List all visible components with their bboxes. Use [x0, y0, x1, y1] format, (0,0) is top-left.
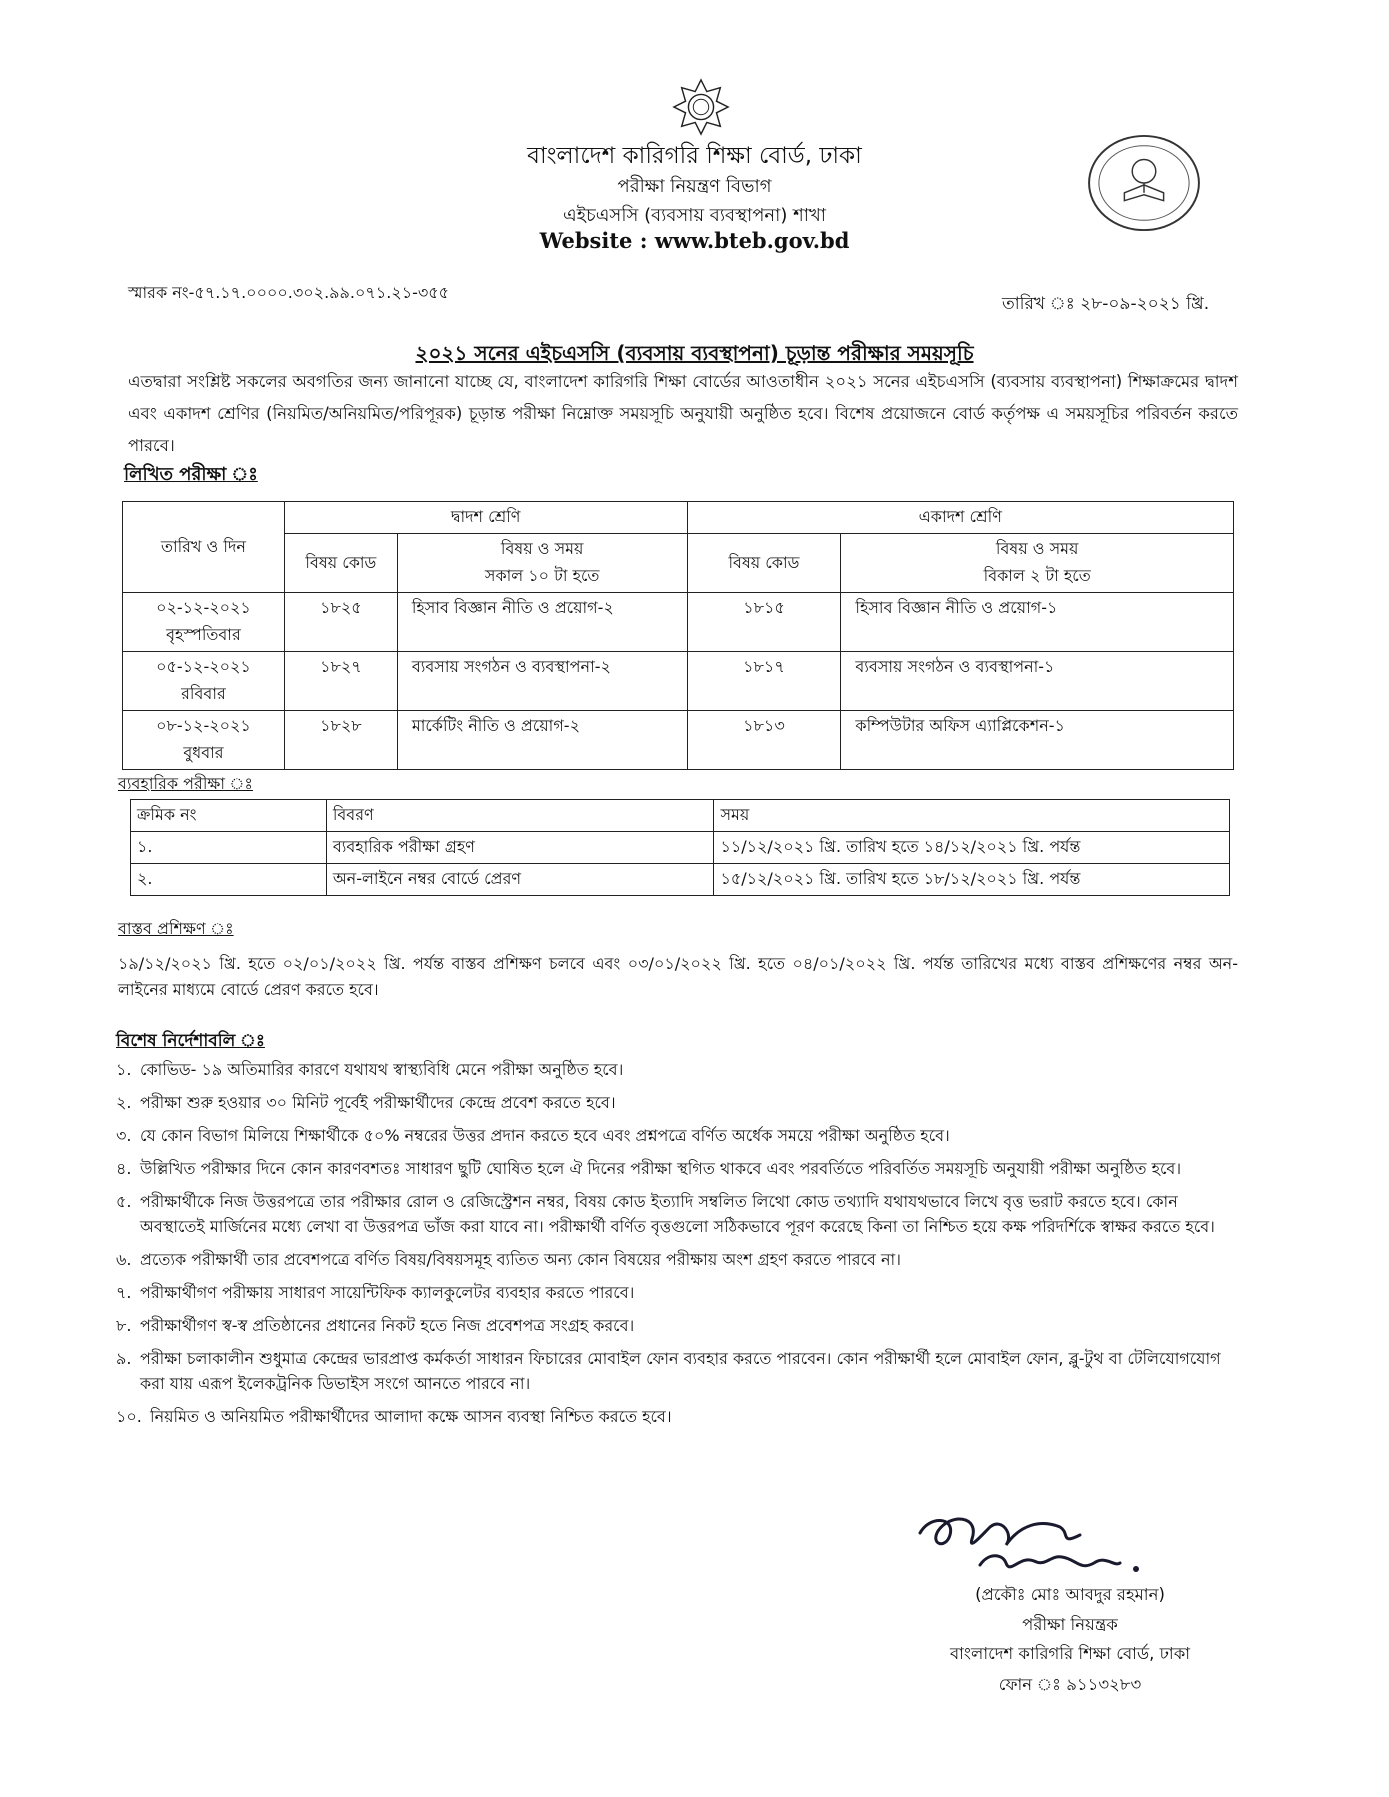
- signatory-org: বাংলাদেশ কারিগরি শিক্ষা বোর্ড, ঢাকা: [949, 1644, 1191, 1663]
- item-number: ৬.: [116, 1250, 132, 1269]
- class12-header: দ্বাদশ শ্রেণি: [284, 502, 687, 534]
- col-time11-label: বিকাল ২ টা হতে: [983, 566, 1091, 585]
- row-description: ব্যবহারিক পরীক্ষা গ্রহণ: [326, 832, 714, 864]
- item-number: ৩.: [116, 1126, 132, 1145]
- row-code11: ১৮১৭: [687, 652, 841, 711]
- org-name-heading: বাংলাদেশ কারিগরি শিক্ষা বোর্ড, ঢাকা: [527, 143, 862, 169]
- row-code11: ১৮১৫: [687, 593, 841, 652]
- item-text: পরীক্ষা চলাকালীন শুধুমাত্র কেন্দ্রের ভারপ্রাপ্ত কর্মকর্তা সাধারন ফিচারের মোবাইল ফোন ব্যবহার করতে পারবেন। কোন পরীক্ষার্থী হলে মোবাইল ফোন, ব্লু-টুথ বা টেলিযোগযোগ করা যায় এরূপ ইলেকট্রনিক ডিভাইস সংগে আনতে পারবে না।: [140, 1349, 1221, 1393]
- item-text: পরীক্ষার্থীকে নিজ উত্তরপত্রে তার পরীক্ষার রোল ও রেজিস্ট্রেশন নম্বর, বিষয় কোড ইত্যাদি সম্বলিত লিথো কোড তথ্যাদি যথাযথভাবে লিখে বৃত্ত ভরাট করতে হবে। কোন অবস্থাতেই মার্জিনের মধ্যে লেখা বা উত্তরপত্র ভাঁজ করা যাবে না। পরীক্ষার্থী বর্ণিত বৃত্তগুলো সঠিকভাবে পূরণ করেছে কিনা তা নিশ্চিত হয়ে কক্ষ পরিদর্শিকে স্বাক্ষর করতে হবে।: [140, 1192, 1215, 1236]
- instructions-list: [116, 1057, 1241, 1437]
- item-text: নিয়মিত ও অনিয়মিত পরীক্ষার্থীদের আলাদা কক্ষে আসন ব্যবস্থা নিশ্চিত করতে হবে।: [150, 1407, 672, 1426]
- item-number: ২.: [116, 1093, 132, 1112]
- list-item: [116, 1057, 1241, 1082]
- col-subject12-label: বিষয় ও সময়: [500, 539, 584, 558]
- col-time12-label: সকাল ১০ টা হতে: [484, 566, 600, 585]
- class11-header: একাদশ শ্রেণি: [687, 502, 1233, 534]
- document-title: ২০২১ সনের এইচএসসি (ব্যবসায় ব্যবস্থাপনা) চূড়ান্ত পরীক্ষার সময়সূচি: [415, 341, 974, 365]
- row-code11: ১৮১৩: [687, 711, 841, 770]
- intro-paragraph: এতদ্বারা সংশ্লিষ্ট সকলের অবগতির জন্য জানানো যাচ্ছে যে, বাংলাদেশ কারিগরি শিক্ষা বোর্ডের আওতাধীন ২০২১ সনের এইচএসসি (ব্যবসায় ব্যবস্থাপনা) শিক্ষাক্রমের দ্বাদশ এবং একাদশ শ্রেণির (নিয়মিত/অনিয়মিত/পরিপূরক) চূড়ান্ত পরীক্ষা নিম্নোক্ত সময়সূচি অনুযায়ী অনুষ্ঠিত হবে। বিশেষ প্রয়োজনে বোর্ড কর্তৃপক্ষ এ সময়সূচির পরিবর্তন করতে পারবে।: [128, 372, 1238, 455]
- memo-date: তারিখ ঃ ২৮-০৯-২০২১ খ্রি.: [1002, 294, 1210, 314]
- item-text: যে কোন বিভাগ মিলিয়ে শিক্ষার্থীকে ৫০% নম্বরের উত্তর প্রদান করতে হবে এবং প্রশ্নপত্রে বর্ণিত অর্ধেক সময়ে পরীক্ষা অনুষ্ঠিত হবে।: [140, 1126, 950, 1145]
- item-text: পরীক্ষার্থীগণ পরীক্ষায় সাধারণ সায়েন্টিফিক ক্যালকুলেটর ব্যবহার করতে পারবে।: [140, 1283, 635, 1302]
- section-name: এইচএসসি (ব্যবসায় ব্যবস্থাপনা) শাখা: [562, 205, 827, 226]
- item-number: ৭.: [116, 1283, 132, 1302]
- list-item: [116, 1189, 1241, 1239]
- item-number: ৯.: [116, 1349, 132, 1368]
- item-text: প্রত্যেক পরীক্ষার্থী তার প্রবেশপত্রে বর্ণিত বিষয়/বিষয়সমূহ ব্যতিত অন্য কোন বিষয়ের পরীক্ষায় অংশ গ্রহণ করতে পারবে না।: [140, 1250, 901, 1269]
- written-exam-heading: লিখিত পরীক্ষা ঃ: [124, 464, 258, 485]
- item-number: ৪.: [116, 1159, 132, 1178]
- row-date: ০৫-১২-২০২১: [156, 657, 251, 676]
- signatory-name: (প্রকৌঃ মোঃ আবদুর রহমান): [975, 1585, 1165, 1604]
- row-code12: ১৮২৮: [284, 711, 397, 770]
- item-number: ১০.: [116, 1407, 142, 1426]
- department-name: পরীক্ষা নিয়ন্ত্রণ বিভাগ: [617, 176, 772, 197]
- row-day: বুধবার: [183, 743, 224, 762]
- list-item: [116, 1090, 1241, 1115]
- item-text: কোভিড- ১৯ অতিমারির কারণে যথাযথ স্বাস্থ্যবিধি মেনে পরীক্ষা অনুষ্ঠিত হবে।: [140, 1060, 624, 1079]
- table-row: [131, 864, 1230, 896]
- row-serial: ২.: [131, 864, 327, 896]
- col-subject11-label: বিষয় ও সময়: [995, 539, 1079, 558]
- row-code12: ১৮২৭: [284, 652, 397, 711]
- list-item: [116, 1247, 1241, 1272]
- item-number: ৮.: [116, 1316, 132, 1335]
- training-text: ১৯/১২/২০২১ খ্রি. হতে ০২/০১/২০২২ খ্রি. পর্যন্ত বাস্তব প্রশিক্ষণ চলবে এবং ০৩/০১/২০২২ খ্রি. হতে ০৪/০১/২০২২ খ্রি. পর্যন্ত তারিখের মধ্যে বাস্তব প্রশিক্ষণের নম্বর অন-লাইনের মাধ্যমে বোর্ডে প্রেরণ করতে হবে।: [118, 954, 1238, 999]
- item-text: পরীক্ষা শুরু হওয়ার ৩০ মিনিট পূর্বেই পরীক্ষার্থীদের কেন্দ্রে প্রবেশ করতে হবে।: [140, 1093, 616, 1112]
- signatory-phone: ফোন ঃ ৯১১৩২৮৩: [998, 1675, 1142, 1694]
- row-subject12: হিসাব বিজ্ঞান নীতি ও প্রয়োগ-২: [397, 593, 687, 652]
- item-number: ১.: [116, 1060, 132, 1079]
- row-day: রবিবার: [181, 684, 226, 703]
- row-date: ০৮-১২-২০২১: [156, 716, 251, 735]
- row-serial: ১.: [131, 832, 327, 864]
- col-time-header: সময়: [714, 800, 1230, 832]
- table-row: [123, 652, 1234, 711]
- item-number: ৫.: [116, 1192, 132, 1211]
- instructions-heading: বিশেষ নির্দেশাবলি ঃ: [116, 1031, 265, 1051]
- col-code11-header: বিষয় কোড: [687, 534, 841, 593]
- board-emblem-icon: [672, 78, 730, 136]
- col-subject12-header: [397, 534, 687, 593]
- table-row: [123, 711, 1234, 770]
- col-subject11-header: [841, 534, 1234, 593]
- table-row: [131, 832, 1230, 864]
- written-exam-table: [122, 501, 1234, 770]
- row-subject11: কম্পিউটার অফিস এ্যাপ্লিকেশন-১: [841, 711, 1234, 770]
- row-day: বৃহস্পতিবার: [166, 625, 241, 644]
- website-text: Website : www.bteb.gov.bd: [539, 228, 850, 253]
- training-heading: বাস্তব প্রশিক্ষণ ঃ: [118, 919, 234, 938]
- row-time: ১৫/১২/২০২১ খ্রি. তারিখ হতে ১৮/১২/২০২১ খ্রি. পর্যন্ত: [714, 864, 1230, 896]
- list-item: [116, 1280, 1241, 1305]
- row-date: ০২-১২-২০২১: [156, 598, 251, 617]
- signatory-designation: পরীক্ষা নিয়ন্ত্রক: [1022, 1615, 1118, 1634]
- practical-exam-heading: ব্যবহারিক পরীক্ষা ঃ: [118, 774, 253, 793]
- list-item: [116, 1404, 1241, 1429]
- col-description-header: বিবরণ: [326, 800, 714, 832]
- list-item: [116, 1346, 1241, 1396]
- list-item: [116, 1313, 1241, 1338]
- list-item: [116, 1156, 1241, 1181]
- item-text: পরীক্ষার্থীগণ স্ব-স্ব প্রতিষ্ঠানের প্রধানের নিকট হতে নিজ প্রবেশপত্র সংগ্রহ করবে।: [140, 1316, 635, 1335]
- row-code12: ১৮২৫: [284, 593, 397, 652]
- row-subject11: ব্যবসায় সংগঠন ও ব্যবস্থাপনা-১: [841, 652, 1234, 711]
- col-date-header: তারিখ ও দিন: [123, 502, 285, 593]
- memo-ref-no: স্মারক নং-৫৭.১৭.০০০০.৩০২.৯৯.০৭১.২১-৩৫৫: [128, 283, 450, 302]
- row-subject11: হিসাব বিজ্ঞান নীতি ও প্রয়োগ-১: [841, 593, 1234, 652]
- col-code12-header: বিষয় কোড: [284, 534, 397, 593]
- list-item: [116, 1123, 1241, 1148]
- col-serial-header: ক্রমিক নং: [131, 800, 327, 832]
- table-row: [123, 593, 1234, 652]
- practical-exam-table: [130, 799, 1230, 896]
- row-time: ১১/১২/২০২১ খ্রি. তারিখ হতে ১৪/১২/২০২১ খ্রি. পর্যন্ত: [714, 832, 1230, 864]
- item-text: উল্লিখিত পরীক্ষার দিনে কোন কারণবশতঃ সাধারণ ছুটি ঘোষিত হলে ঐ দিনের পরীক্ষা স্থগিত থাকবে এবং পরবর্তিতে পরিবর্তিত সময়সূচি অনুযায়ী পরীক্ষা অনুষ্ঠিত হবে।: [140, 1159, 1182, 1178]
- row-subject12: মার্কেটিং নীতি ও প্রয়োগ-২: [397, 711, 687, 770]
- row-description: অন-লাইনে নম্বর বোর্ডে প্রেরণ: [326, 864, 714, 896]
- row-subject12: ব্যবসায় সংগঠন ও ব্যবস্থাপনা-২: [397, 652, 687, 711]
